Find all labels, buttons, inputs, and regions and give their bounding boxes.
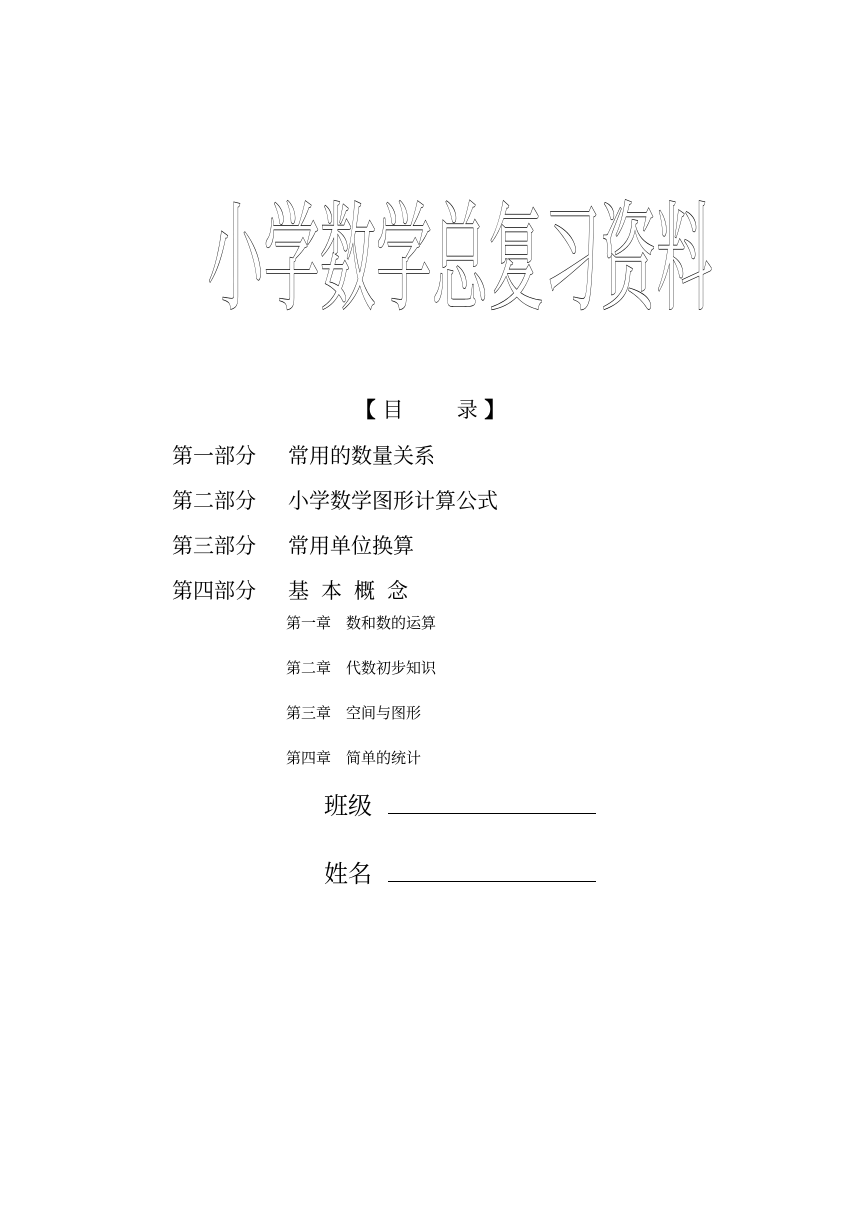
title-outline-text bbox=[200, 168, 720, 328]
chapter-title: 数和数的运算 bbox=[346, 614, 437, 632]
part-title: 基本概念 bbox=[288, 579, 420, 603]
chapter-title: 空间与图形 bbox=[346, 704, 422, 722]
class-blank-line[interactable] bbox=[388, 813, 596, 814]
toc-heading-char-2: 录 bbox=[456, 398, 478, 422]
part-title: 小学数学图形计算公式 bbox=[288, 489, 498, 513]
title-text: 小学数学总复习资料 bbox=[207, 190, 713, 328]
chapter-title: 代数初步知识 bbox=[346, 659, 437, 677]
document-title bbox=[200, 168, 720, 328]
toc-chapter-1 bbox=[286, 612, 436, 633]
chapter-title: 简单的统计 bbox=[346, 749, 422, 767]
chapter-number: 第二章 bbox=[286, 659, 332, 677]
part-number: 第一部分 bbox=[172, 444, 256, 468]
toc-part-4 bbox=[172, 575, 420, 605]
chapter-number: 第四章 bbox=[286, 749, 332, 767]
toc-part-3 bbox=[172, 530, 414, 560]
toc-bracket-left: 【 bbox=[354, 397, 376, 422]
toc-chapter-2 bbox=[286, 657, 436, 678]
toc-heading bbox=[0, 394, 860, 424]
toc-bracket-right: 】 bbox=[484, 397, 506, 422]
part-number: 第四部分 bbox=[172, 579, 256, 603]
name-label: 姓名 bbox=[324, 860, 372, 888]
class-field bbox=[324, 786, 372, 821]
part-title: 常用的数量关系 bbox=[288, 444, 435, 468]
part-number: 第三部分 bbox=[172, 534, 256, 558]
name-blank-line[interactable] bbox=[388, 881, 596, 882]
name-field bbox=[324, 854, 372, 889]
part-title: 常用单位换算 bbox=[288, 534, 414, 558]
toc-part-2 bbox=[172, 485, 498, 515]
part-number: 第二部分 bbox=[172, 489, 256, 513]
toc-chapter-4 bbox=[286, 747, 421, 768]
toc-heading-char-1: 目 bbox=[382, 398, 404, 422]
chapter-number: 第三章 bbox=[286, 704, 332, 722]
toc-chapter-3 bbox=[286, 702, 421, 723]
toc-part-1 bbox=[172, 440, 435, 470]
chapter-number: 第一章 bbox=[286, 614, 332, 632]
class-label: 班级 bbox=[324, 792, 372, 820]
